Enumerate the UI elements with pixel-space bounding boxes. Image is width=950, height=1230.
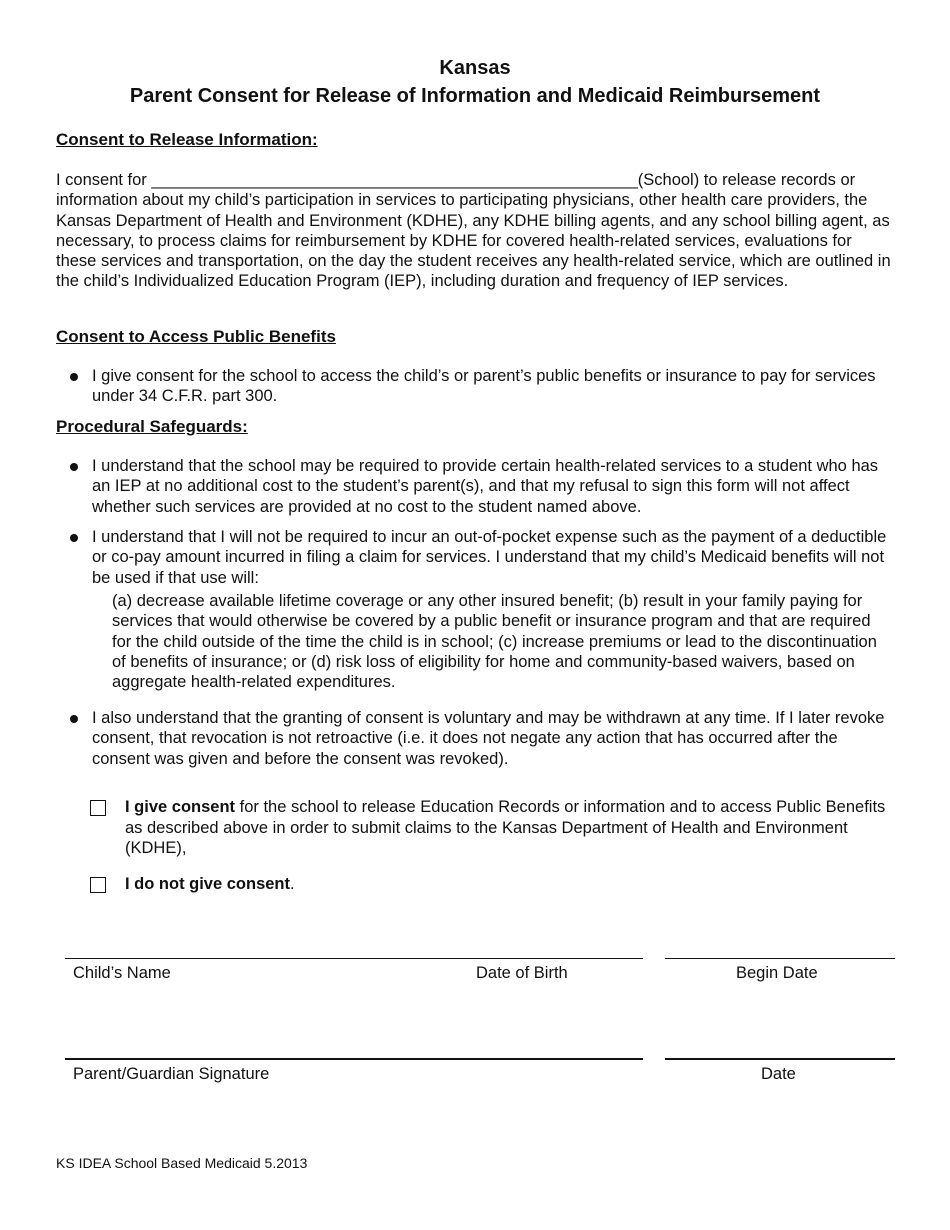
release-body: or information about my child’s participation in services to participating physicians, other health care providers, the Kansas Department of Health and Environment (KDHE), any KDHE billing agents, and any school billing agent, as necessary, to process claims for reimbursement by KDHE for covered health-related services, evaluations for these services and transportation, on the day the student receives any health-related service, which are outlined in the child’s Individualized Education Program (IEP), including duration and frequency of IEP services. [56, 171, 891, 291]
give-consent-rest: for the school to release Education Records or information and to access Public Benefits as described above in order to submit claims to the Kansas Department of Health and Environment (KDHE), [125, 798, 886, 857]
public-benefits-heading: Consent to Access Public Benefits [56, 327, 336, 346]
release-prefix: I consent for [56, 171, 147, 189]
signature-date-label: Date [761, 1065, 796, 1083]
give-consent-label [125, 797, 895, 859]
public-benefits-bullet: I give consent for the school to access the child’s or parent’s public benefits or insurance to pay for services under 34 C.F.R. part 300. [92, 367, 876, 406]
signature-date-line[interactable] [665, 1058, 895, 1060]
bullet-dot [70, 373, 78, 381]
give-consent-checkbox[interactable] [90, 800, 106, 816]
bullet-dot [70, 534, 78, 542]
deny-consent-rest: . [290, 875, 295, 893]
begin-date-label: Begin Date [736, 964, 818, 982]
bullet-dot [70, 463, 78, 471]
dob-label: Date of Birth [476, 964, 568, 982]
deny-consent-checkbox[interactable] [90, 877, 106, 893]
safeguards-bullet-2: I understand that I will not be required to incur an out-of-pocket expense such as the payment of a deductible or co-pay amount incurred in filing a claim for services. I understand that my child’s Medicaid benefits will not be used if that use will: [92, 528, 887, 587]
child-name-dob-line[interactable] [65, 958, 643, 959]
give-consent-bold: I give consent [125, 798, 236, 816]
deny-consent-bold: I do not give consent [125, 875, 291, 893]
form-title: Parent Consent for Release of Information and Medicaid Reimbursement [129, 85, 821, 107]
parent-signature-label: Parent/Guardian Signature [73, 1065, 270, 1083]
medicaid-conditions: (a) decrease available lifetime coverage or any other insured benefit; (b) result in your family paying for services that would otherwise be covered by a public benefit or insurance program and that are required for the child outside of the time the child is in school; (c) increase premiums or lead to the discontinuation of benefits of insurance; or (d) risk loss of eligibility for home and community-based waivers, based on aggregate health-related expenditures. [112, 592, 877, 692]
safeguards-bullet-3: I also understand that the granting of consent is voluntary and may be withdrawn at any time. If I later revoke consent, that revocation is not retroactive (i.e. it does not negate any action that has occurred after the consent was given and before the consent was revoked). [92, 709, 885, 768]
release-school-suffix: (School) to release records [637, 171, 836, 189]
release-paragraph [56, 170, 894, 292]
form-footer: KS IDEA School Based Medicaid 5.2013 [56, 1155, 308, 1171]
form-state-title: Kansas [439, 57, 511, 79]
child-name-label: Child’s Name [73, 964, 171, 982]
bullet-dot [70, 715, 78, 723]
school-name-blank[interactable]: _____________________________________________________ [151, 171, 638, 189]
parent-signature-line[interactable] [65, 1058, 643, 1060]
begin-date-line[interactable] [665, 958, 895, 959]
release-heading: Consent to Release Information: [56, 130, 318, 149]
deny-consent-label [125, 874, 895, 895]
safeguards-heading: Procedural Safeguards: [56, 417, 248, 436]
safeguards-bullet-1: I understand that the school may be required to provide certain health-related services to a student who has an IEP at no additional cost to the student’s parent(s), and that my refusal to sign this form will not affect whether such services are provided at no cost to the student named above. [92, 457, 879, 516]
